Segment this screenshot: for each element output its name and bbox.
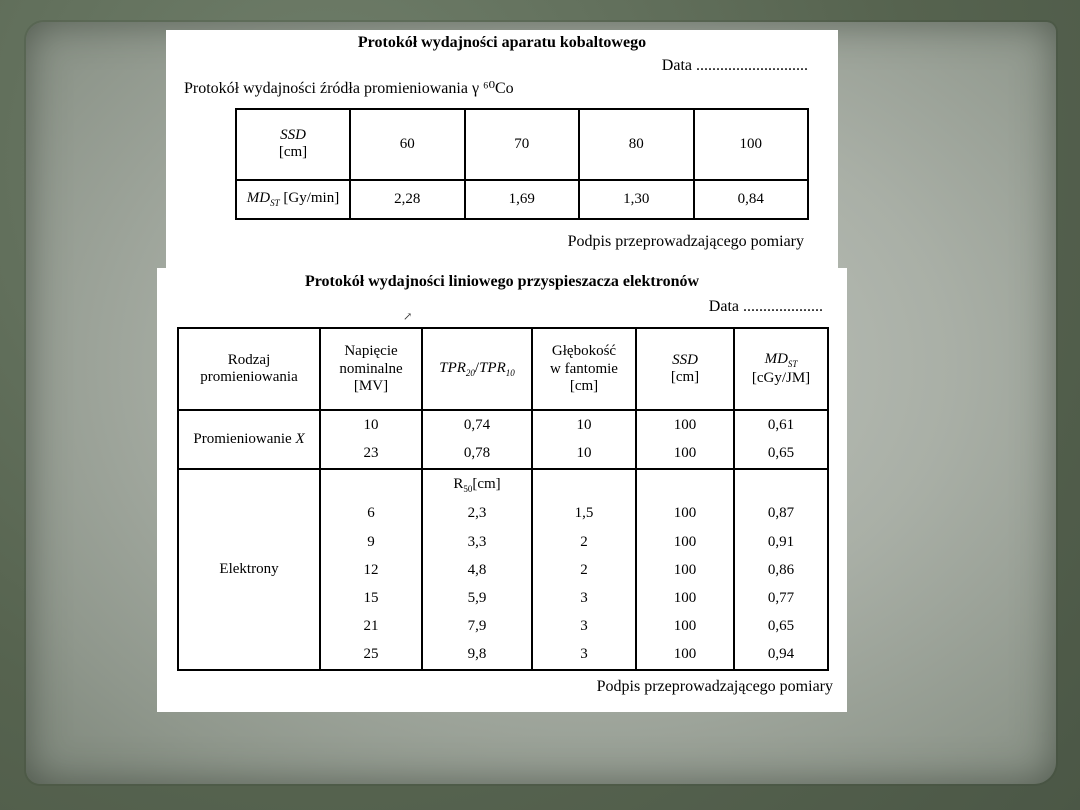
x-radiation-label: [178, 410, 320, 468]
cell-depth: 3: [532, 641, 636, 670]
header-text: Rodzaj: [227, 351, 271, 368]
header-text: SSD: [672, 351, 698, 368]
header-text: Napięcie: [344, 343, 398, 360]
cobalt-table: [235, 108, 809, 220]
cell-md: 0,87: [734, 500, 828, 528]
cell-ssd: 100: [636, 410, 734, 439]
cell-mv: 9: [320, 528, 422, 556]
header-depth: [532, 328, 636, 410]
header-sub: ST: [787, 359, 798, 370]
cell-md: 0,86: [734, 556, 828, 584]
cell-depth: 2: [532, 528, 636, 556]
cobalt-date: Data ............................: [661, 57, 808, 74]
cell-r50: 5,9: [422, 584, 532, 612]
cell-tpr: 0,78: [422, 440, 532, 469]
cobalt-protocol-document: [166, 30, 838, 268]
cobalt-md-value: 0,84: [694, 180, 809, 219]
cell-ssd: 100: [636, 613, 734, 641]
x-label-text: Promieniowanie: [193, 431, 292, 447]
table-row: [178, 410, 828, 439]
table-row: [178, 469, 828, 500]
header-sub: 20: [465, 368, 475, 379]
header-sub: 10: [505, 368, 515, 379]
header-text: nominalne: [339, 360, 403, 377]
cell-empty: [320, 469, 422, 500]
cell-depth: 1,5: [532, 500, 636, 528]
header-voltage: [320, 328, 422, 410]
x-label-var: X: [295, 431, 305, 447]
header-text: TPR: [479, 360, 506, 377]
cell-ssd: 100: [636, 584, 734, 612]
cobalt-md-row: [236, 180, 808, 219]
electrons-label: Elektrony: [178, 469, 320, 670]
cell-empty: [636, 469, 734, 500]
cobalt-md-label-cell: [236, 180, 350, 219]
cell-md: 0,65: [734, 440, 828, 469]
cobalt-ssd-value: 70: [465, 109, 580, 180]
header-md: [734, 328, 828, 410]
cell-md: 0,91: [734, 528, 828, 556]
cell-md: 0,94: [734, 641, 828, 670]
cell-tpr: 0,74: [422, 410, 532, 439]
cobalt-ssd-unit: [cm]: [278, 144, 308, 161]
cell-ssd: 100: [636, 528, 734, 556]
cell-mv: 10: [320, 410, 422, 439]
cobalt-md-unit: [Gy/min]: [283, 190, 340, 207]
header-tpr: $TPR_{20}/TPR_{10}$: [422, 328, 532, 410]
linac-title: Protokół wydajności liniowego przyspieszacza elektronów: [304, 273, 700, 290]
cell-mv: 21: [320, 613, 422, 641]
cobalt-md-value: 1,69: [465, 180, 580, 219]
cell-empty: [734, 469, 828, 500]
r50-header: [422, 469, 532, 500]
header-text: [cm]: [670, 369, 700, 386]
cell-depth: 2: [532, 556, 636, 584]
cobalt-signature: Podpis przeprowadzającego pomiary: [567, 233, 804, 250]
r50-sub: 50: [463, 483, 473, 494]
cell-r50: 7,9: [422, 613, 532, 641]
cobalt-ssd-value: 80: [579, 109, 694, 180]
header-text: TPR: [439, 360, 466, 377]
header-text: [cGy/JM]: [751, 369, 811, 386]
cobalt-subtitle: Protokół wydajności źródła promieniowania γ ⁶⁰Co: [184, 80, 514, 97]
cell-r50: 2,3: [422, 500, 532, 528]
cobalt-md-value: 1,30: [579, 180, 694, 219]
cell-depth: 10: [532, 440, 636, 469]
header-ssd: [636, 328, 734, 410]
cell-mv: 6: [320, 500, 422, 528]
cobalt-md-value: 2,28: [350, 180, 465, 219]
cell-empty: [532, 469, 636, 500]
header-text: MD: [764, 351, 788, 368]
header-text: [MV]: [353, 377, 389, 394]
cell-depth: 10: [532, 410, 636, 439]
cell-mv: 23: [320, 440, 422, 469]
cell-depth: 3: [532, 584, 636, 612]
r50-text: R: [453, 475, 464, 492]
linac-date: Data ....................: [708, 298, 823, 315]
pen-mark: ↗: [403, 311, 413, 323]
cell-md: 0,61: [734, 410, 828, 439]
cobalt-md-sub: ST: [270, 198, 280, 209]
cobalt-md-label: MD: [246, 190, 271, 207]
cell-md: 0,65: [734, 613, 828, 641]
cell-mv: 25: [320, 641, 422, 670]
linac-table: [177, 327, 829, 671]
header-radiation-type: [178, 328, 320, 410]
cobalt-title: Protokół wydajności aparatu kobaltowego: [357, 34, 647, 51]
cell-r50: 4,8: [422, 556, 532, 584]
cell-mv: 15: [320, 584, 422, 612]
header-text: promieniowania: [200, 369, 298, 386]
header-text: [cm]: [569, 377, 599, 394]
cell-mv: 12: [320, 556, 422, 584]
r50-unit: [cm]: [472, 475, 501, 492]
cell-r50: 9,8: [422, 641, 532, 670]
header-text: Głębokość: [551, 343, 617, 360]
cobalt-ssd-value: 100: [694, 109, 809, 180]
linac-signature: Podpis przeprowadzającego pomiary: [596, 678, 833, 695]
cell-md: 0,77: [734, 584, 828, 612]
linac-header-row: [178, 328, 828, 410]
cell-depth: 3: [532, 613, 636, 641]
cell-ssd: 100: [636, 641, 734, 670]
cell-ssd: 100: [636, 556, 734, 584]
header-text: w fantomie: [550, 360, 618, 377]
cobalt-ssd-label-cell: [236, 109, 350, 180]
cell-ssd: 100: [636, 500, 734, 528]
cell-ssd: 100: [636, 440, 734, 469]
cobalt-ssd-row: [236, 109, 808, 180]
linac-protocol-document: [157, 268, 847, 712]
cobalt-ssd-value: 60: [350, 109, 465, 180]
cell-r50: 3,3: [422, 528, 532, 556]
cobalt-ssd-label: SSD: [280, 127, 306, 144]
